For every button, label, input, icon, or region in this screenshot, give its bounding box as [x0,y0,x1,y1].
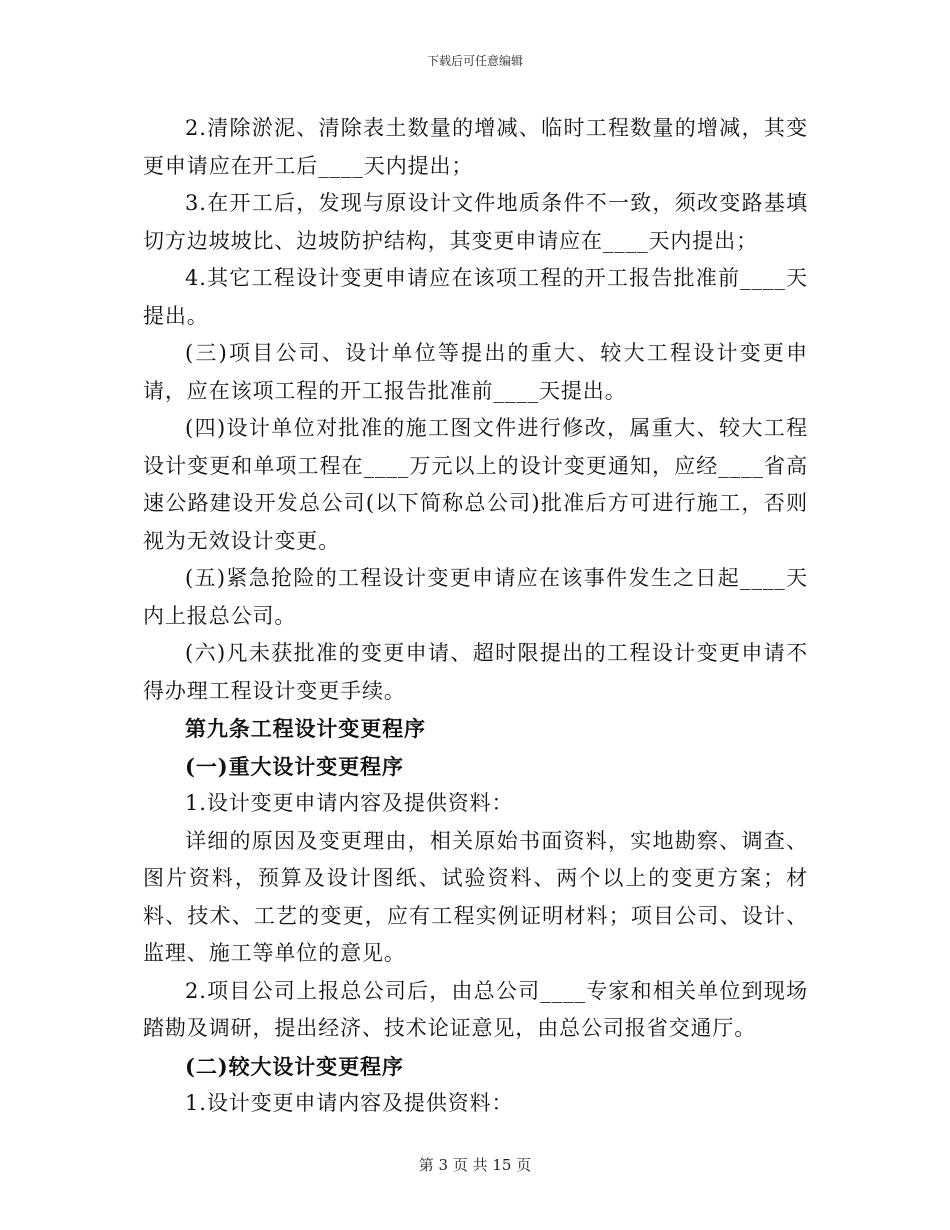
paragraph: 详细的原因及变更理由，相关原始书面资料，实地勘察、调查、图片资料，预算及设计图纸、试验资料、两个以上的变更方案；材料、技术、工艺的变更，应有工程实例证明材料；项目公司、设计、监理、施工等单位的意见。 [143,828,808,965]
page-header: 下载后可任意编辑 [426,54,523,68]
page-number: 第 3 页 共 15 页 [418,1156,532,1174]
paragraph: (六)凡未获批准的变更申请、超时限提出的工程设计变更申请不得办理工程设计变更手续。 [143,641,808,703]
document-body [143,110,808,1123]
paragraph: 2.清除淤泥、清除表土数量的增减、临时工程数量的增减，其变更申请应在开工后____天内提出； [143,116,808,178]
paragraph: (四)设计单位对批准的施工图文件进行修改，属重大、较大工程设计变更和单项工程在____万元以上的设计变更通知，应经____省高速公路建设开发总公司(以下简称总公司)批准后方可进行施工，否则视为无效设计变更。 [143,416,808,553]
paragraph: 1.设计变更申请内容及提供资料： [185,791,514,815]
paragraph: 4.其它工程设计变更申请应在该项工程的开工报告批准前____天提出。 [143,266,808,328]
paragraph: 1.设计变更申请内容及提供资料： [185,1091,514,1115]
paragraph: (五)紧急抢险的工程设计变更申请应在该事件发生之日起____天内上报总公司。 [143,566,808,628]
paragraph: 2.项目公司上报总公司后，由总公司____专家和相关单位到现场踏勘及调研，提出经济、技术论证意见，由总公司报省交通厅。 [143,978,808,1040]
subsection-heading: (一)重大设计变更程序 [185,753,404,779]
paragraph: (三)项目公司、设计单位等提出的重大、较大工程设计变更申请，应在该项工程的开工报告批准前____天提出。 [143,341,808,403]
subsection-heading: (二)较大设计变更程序 [185,1053,404,1079]
paragraph: 3.在开工后，发现与原设计文件地质条件不一致，须改变路基填切方边坡坡比、边坡防护结构，其变更申请应在____天内提出； [143,191,808,253]
section-heading: 第九条工程设计变更程序 [185,716,426,741]
